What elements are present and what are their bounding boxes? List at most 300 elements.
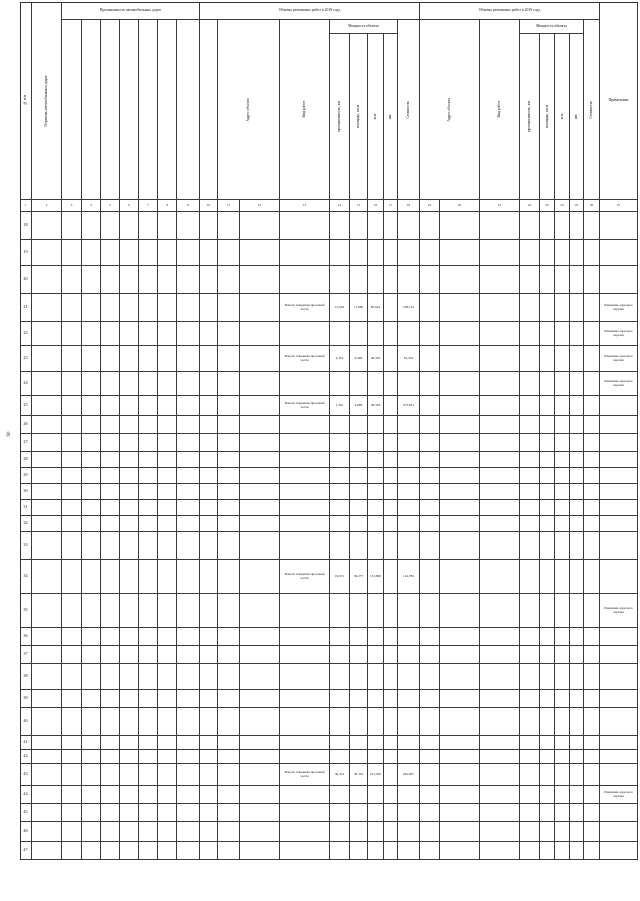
c-length-km: [520, 452, 540, 468]
b-pieces: [384, 842, 398, 860]
b-pieces: [384, 240, 398, 266]
length-col-6: [120, 628, 139, 646]
c-length-km: [520, 664, 540, 690]
length-col-7: [139, 690, 158, 708]
length-col-4: [82, 842, 101, 860]
c-work-type: [480, 452, 520, 468]
c-length-km: [520, 532, 540, 560]
row-number: [20, 212, 32, 240]
c-cost: [584, 396, 600, 416]
header-length-subcolumn: [62, 20, 82, 200]
b-extra: [200, 708, 218, 736]
b-address: [240, 434, 280, 452]
b-cost: [398, 786, 420, 804]
b-address: [240, 594, 280, 628]
length-col-9: [177, 266, 200, 294]
b-cost: [398, 516, 420, 532]
column-number: [139, 200, 158, 212]
length-col-6: [120, 646, 139, 664]
b-linear-m: [368, 822, 384, 842]
column-number-text: 27: [616, 202, 621, 207]
row-number: [20, 822, 32, 842]
c-length-km: [520, 212, 540, 240]
length-col-7: [139, 468, 158, 484]
b-cost: [398, 266, 420, 294]
b-address: [240, 452, 280, 468]
note-text: Изменение адресного перечня: [604, 328, 633, 337]
length-col-6: [120, 468, 139, 484]
b-linear-m: [368, 516, 384, 532]
length-col-9: [177, 560, 200, 594]
b-length-km: [330, 594, 350, 628]
row-number: [20, 266, 32, 294]
length-col-5: [101, 240, 120, 266]
b-linear-m: [368, 736, 384, 750]
b-linear-m: [368, 452, 384, 468]
c-area: [540, 452, 555, 468]
b-linear-m: [368, 266, 384, 294]
c-area: [540, 468, 555, 484]
c-length-km: [520, 434, 540, 452]
c-area: [540, 346, 555, 372]
c-address: [440, 322, 480, 346]
b-road-code: [218, 628, 240, 646]
column-number: [177, 200, 200, 212]
length-col-9: [177, 322, 200, 346]
b-length-km: [330, 346, 350, 372]
row-number-text: 43: [23, 771, 28, 777]
b-length-km-text: 13,002: [334, 304, 345, 309]
row-number-text: 42: [23, 753, 28, 759]
b-extra: [200, 750, 218, 764]
b-area-text: 36,316: [353, 771, 364, 776]
c-pieces: [570, 690, 584, 708]
c-pieces: [570, 416, 584, 434]
note-text: Изменение адресного перечня: [604, 605, 633, 614]
column-number-text: 6: [128, 202, 130, 207]
b-length-km: [330, 786, 350, 804]
c-cost: [584, 822, 600, 842]
c-cost: [584, 842, 600, 860]
b-extra: [200, 294, 218, 322]
note: [600, 346, 638, 372]
row-number-text: 19: [23, 249, 28, 255]
b-length-km: [330, 750, 350, 764]
column-number-text: 25: [574, 202, 579, 207]
c-address: [440, 468, 480, 484]
road-name: [32, 822, 62, 842]
length-col-5: [101, 532, 120, 560]
c-area: [540, 500, 555, 516]
c-work-type: [480, 764, 520, 786]
length-col-9: [177, 468, 200, 484]
c-length-km: [520, 266, 540, 294]
header-b-address: [218, 20, 280, 200]
b-extra: [200, 452, 218, 468]
header-b-extra: [200, 20, 218, 200]
length-col-6: [120, 434, 139, 452]
b-address: [240, 646, 280, 664]
b-linear-m: [368, 646, 384, 664]
b-extra: [200, 594, 218, 628]
c-linear-m: [555, 764, 570, 786]
b-cost: [398, 372, 420, 396]
b-area: [350, 266, 368, 294]
length-col-9: [177, 372, 200, 396]
b-address: [240, 372, 280, 396]
length-col-4: [82, 240, 101, 266]
b-road-code: [218, 240, 240, 266]
road-name: [32, 664, 62, 690]
c-length-km: [520, 646, 540, 664]
b-cost: [398, 434, 420, 452]
c-road-code: [420, 484, 440, 500]
b-cost: [398, 664, 420, 690]
b-work-type: [280, 416, 330, 434]
row-number-text: 41: [23, 739, 28, 745]
c-linear-m: [555, 786, 570, 804]
header-c-area: [540, 34, 555, 200]
length-col-4: [82, 212, 101, 240]
b-area: [350, 764, 368, 786]
header-c-length-km: [520, 34, 540, 200]
length-col-4: [82, 750, 101, 764]
b-extra: [200, 646, 218, 664]
c-area: [540, 690, 555, 708]
length-col-6: [120, 764, 139, 786]
c-road-code: [420, 690, 440, 708]
b-pieces: [384, 532, 398, 560]
c-address: [440, 532, 480, 560]
c-length-km: [520, 736, 540, 750]
b-length-km-text: 30,314: [334, 771, 345, 776]
b-length-km: [330, 664, 350, 690]
road-name: [32, 452, 62, 468]
length-col-4: [82, 484, 101, 500]
length-total: [62, 750, 82, 764]
length-col-5: [101, 594, 120, 628]
c-road-code: [420, 516, 440, 532]
column-number: [120, 200, 139, 212]
c-road-code: [420, 468, 440, 484]
length-col-6: [120, 532, 139, 560]
length-total: [62, 560, 82, 594]
row-number-text: 33: [23, 542, 28, 548]
c-address: [440, 240, 480, 266]
b-work-type: [280, 532, 330, 560]
b-area-text: 30,277: [353, 573, 364, 578]
row-number: [20, 500, 32, 516]
length-col-4: [82, 764, 101, 786]
length-total: [62, 396, 82, 416]
b-linear-m-text: 38,334: [370, 402, 381, 407]
note: [600, 294, 638, 322]
length-col-7: [139, 294, 158, 322]
b-work-type: [280, 750, 330, 764]
length-col-5: [101, 708, 120, 736]
c-road-code: [420, 294, 440, 322]
header-c-work-type: [480, 20, 520, 200]
b-address: [240, 484, 280, 500]
length-col-8: [158, 240, 177, 266]
row-number: [20, 786, 32, 804]
b-address: [240, 842, 280, 860]
length-col-6: [120, 594, 139, 628]
c-cost: [584, 322, 600, 346]
row-number-text: 25: [23, 402, 28, 408]
column-number: [398, 200, 420, 212]
row-number: [20, 396, 32, 416]
row-number-text: 30: [23, 488, 28, 494]
b-work-type: [280, 266, 330, 294]
column-number-text: 17: [388, 202, 393, 207]
length-col-9: [177, 628, 200, 646]
b-work-type: [280, 452, 330, 468]
note: [600, 484, 638, 500]
length-col-5: [101, 750, 120, 764]
b-linear-m: [368, 372, 384, 396]
header-c-linear-m-text: м.п.: [559, 113, 564, 120]
c-length-km: [520, 750, 540, 764]
b-extra: [200, 532, 218, 560]
road-name: [32, 560, 62, 594]
header-road-list: [32, 2, 62, 200]
row-number-text: 40: [23, 718, 28, 724]
row-number-text: 18: [23, 222, 28, 228]
row-number: [20, 532, 32, 560]
b-extra: [200, 396, 218, 416]
b-linear-m-text: 213,302: [369, 771, 382, 776]
length-col-6: [120, 750, 139, 764]
c-area: [540, 764, 555, 786]
c-linear-m: [555, 594, 570, 628]
length-col-9: [177, 786, 200, 804]
b-linear-m: [368, 484, 384, 500]
c-work-type: [480, 628, 520, 646]
b-address: [240, 416, 280, 434]
length-col-4: [82, 346, 101, 372]
row-number: [20, 736, 32, 750]
road-name: [32, 240, 62, 266]
road-name: [32, 266, 62, 294]
length-col-5: [101, 822, 120, 842]
b-road-code: [218, 842, 240, 860]
column-number-text: 11: [226, 202, 231, 207]
length-col-5: [101, 452, 120, 468]
note: [600, 560, 638, 594]
row-number: [20, 452, 32, 468]
c-pieces: [570, 560, 584, 594]
b-extra: [200, 842, 218, 860]
c-address: [440, 484, 480, 500]
header-length-subcolumn: [177, 20, 200, 200]
column-number: [540, 200, 555, 212]
b-length-km: [330, 294, 350, 322]
length-col-7: [139, 452, 158, 468]
length-col-6: [120, 786, 139, 804]
c-cost: [584, 294, 600, 322]
header-c-capacity: [520, 20, 584, 34]
b-pieces: [384, 346, 398, 372]
b-length-km-text: 19,071: [334, 573, 345, 578]
b-address: [240, 396, 280, 416]
c-road-code: [420, 708, 440, 736]
length-col-6: [120, 664, 139, 690]
column-number: [101, 200, 120, 212]
length-col-7: [139, 416, 158, 434]
column-number-text: 9: [187, 202, 189, 207]
c-cost: [584, 468, 600, 484]
b-cost: [398, 416, 420, 434]
length-col-6: [120, 396, 139, 416]
b-road-code: [218, 484, 240, 500]
row-number: [20, 468, 32, 484]
b-extra: [200, 468, 218, 484]
c-length-km: [520, 560, 540, 594]
row-number-text: 27: [23, 439, 28, 445]
b-work-type: [280, 396, 330, 416]
road-name: [32, 372, 62, 396]
row-number: [20, 240, 32, 266]
c-length-km: [520, 516, 540, 532]
length-col-4: [82, 786, 101, 804]
length-col-6: [120, 500, 139, 516]
b-address: [240, 346, 280, 372]
note: [600, 764, 638, 786]
b-road-code: [218, 294, 240, 322]
row-number: [20, 842, 32, 860]
b-road-code: [218, 396, 240, 416]
c-area: [540, 396, 555, 416]
b-linear-m: [368, 842, 384, 860]
length-col-8: [158, 764, 177, 786]
b-area: [350, 804, 368, 822]
c-linear-m: [555, 646, 570, 664]
header-c-pieces: [570, 34, 584, 200]
b-address: [240, 516, 280, 532]
c-area: [540, 516, 555, 532]
c-road-code: [420, 396, 440, 416]
b-length-km: [330, 532, 350, 560]
c-work-type: [480, 646, 520, 664]
column-number-text: 16: [373, 202, 378, 207]
b-linear-m: [368, 396, 384, 416]
length-col-8: [158, 396, 177, 416]
b-area: [350, 560, 368, 594]
c-linear-m: [555, 822, 570, 842]
length-col-4: [82, 560, 101, 594]
length-col-6: [120, 266, 139, 294]
length-total: [62, 594, 82, 628]
b-extra: [200, 764, 218, 786]
row-number: [20, 764, 32, 786]
b-length-km: [330, 434, 350, 452]
c-area: [540, 266, 555, 294]
b-work-type: [280, 842, 330, 860]
c-pieces: [570, 786, 584, 804]
b-linear-m: [368, 434, 384, 452]
c-cost: [584, 346, 600, 372]
row-number: [20, 372, 32, 396]
b-cost: [398, 468, 420, 484]
header-c-cost: [584, 20, 600, 200]
c-address: [440, 212, 480, 240]
header-length-group-text: Протяженность автомобильных дорог: [99, 8, 162, 13]
b-work-type-text: Ремонт покрытия проезжей части: [284, 769, 325, 778]
column-number: [218, 200, 240, 212]
b-area: [350, 690, 368, 708]
c-work-type: [480, 294, 520, 322]
c-pieces: [570, 372, 584, 396]
b-address: [240, 532, 280, 560]
row-number-text: 31: [23, 504, 28, 510]
road-name: [32, 516, 62, 532]
c-cost: [584, 434, 600, 452]
length-col-4: [82, 628, 101, 646]
length-col-8: [158, 322, 177, 346]
header-c-address: [420, 20, 480, 200]
b-pieces: [384, 736, 398, 750]
c-cost: [584, 594, 600, 628]
length-col-8: [158, 628, 177, 646]
length-col-9: [177, 764, 200, 786]
note: [600, 500, 638, 516]
b-work-type: [280, 786, 330, 804]
c-area: [540, 416, 555, 434]
b-area: [350, 750, 368, 764]
b-area: [350, 532, 368, 560]
b-pieces: [384, 484, 398, 500]
b-address: [240, 786, 280, 804]
b-pieces: [384, 372, 398, 396]
c-area: [540, 240, 555, 266]
b-length-km: [330, 452, 350, 468]
c-pieces: [570, 484, 584, 500]
c-area: [540, 294, 555, 322]
b-linear-m: [368, 804, 384, 822]
c-cost: [584, 452, 600, 468]
row-number: [20, 416, 32, 434]
b-pieces: [384, 434, 398, 452]
length-col-5: [101, 396, 120, 416]
c-pieces: [570, 736, 584, 750]
column-number-text: 24: [560, 202, 564, 207]
header-b-address-text: Адрес объекта: [246, 97, 251, 122]
row-number: [20, 516, 32, 532]
b-address: [240, 822, 280, 842]
b-road-code: [218, 690, 240, 708]
c-pieces: [570, 294, 584, 322]
b-work-type: [280, 346, 330, 372]
row-number-text: 28: [23, 456, 28, 462]
c-cost: [584, 516, 600, 532]
row-number-text: 34: [23, 573, 28, 579]
length-total: [62, 516, 82, 532]
b-length-km: [330, 322, 350, 346]
length-col-5: [101, 736, 120, 750]
c-linear-m: [555, 322, 570, 346]
c-road-code: [420, 736, 440, 750]
length-col-9: [177, 804, 200, 822]
b-pieces: [384, 646, 398, 664]
b-pieces: [384, 468, 398, 484]
b-linear-m: [368, 708, 384, 736]
length-col-8: [158, 500, 177, 516]
b-work-type: [280, 500, 330, 516]
road-name: [32, 736, 62, 750]
c-pieces: [570, 594, 584, 628]
c-work-type: [480, 434, 520, 452]
